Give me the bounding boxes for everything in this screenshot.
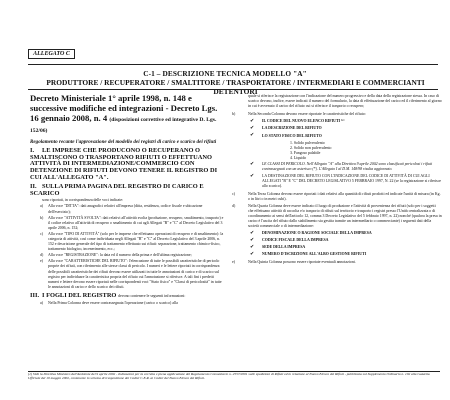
check-item: ✔ LO STATO FISICO DEL RIFIUTO xyxy=(250,133,322,139)
check-icon: ✔ xyxy=(250,118,255,124)
continuation-text: quale si riferisce la registrazione con l'indicazione del numero progressivo e della data della registrazione stessa. In caso di scarico devono, inoltre, essere indicati il numero del formulario, la data di effettuazione del carico ed il riferimento al giorno in cui è avvenuto il carico del rifiuto cui si riferisce il trasporto o recupero; xyxy=(248,94,442,109)
check-item: ✔ LA DESCRIZIONE DEL RIFIUTO xyxy=(250,125,322,131)
check-item: ✔ LE CLASSI DI PERICOLO. Nell'Allegato "A" alla Direttiva 9 aprile 2002 sono classificati pericolosi i rifiuti contrassegnati con un asterisco (*). L'Allegato I al D.M. 148/98 risulta aggiornato. xyxy=(250,161,433,172)
check-icon: ✔ xyxy=(250,230,255,236)
list-item-e: e) Nella Quinta Colonna possono essere riportate eventuali annotazioni. xyxy=(232,259,356,264)
list-item-b: b) Nella Seconda Colonna devono essere riportate le caratteristiche del rifiuto: xyxy=(232,112,366,117)
check-icon: ✔ xyxy=(250,173,255,179)
title-rule xyxy=(28,89,438,90)
section-subtitle: PRODUTTORE / RECUPERATORE / SMALTITORE / TRASPORTATORE / INTERMEDIARI E COMMERCIANTI DETENTORI xyxy=(46,78,425,96)
section-ii: II. SULLA PRIMA PAGINA DEL REGISTRO DI CARICO E SCARICO xyxy=(30,183,204,197)
left-column xyxy=(30,94,225,307)
top-rule xyxy=(28,64,438,65)
section-i: I. LE IMPRESE CHE PRODUCONO O RECUPERANO O SMALTISCONO O TRASPORTANO RIFIUTI O EFFETTUANO ATTIVITÀ DI INTERMEDIAZIONE/COMMERCIO CON DETENZIONE DI RIFIUTI DEVONO TENERE IL REGISTRO DI CUI ALL'ALLEGATO "A". xyxy=(30,147,218,181)
stato-list: 1. Solido pulverulento 2. Solido non pulverulento 3. Fangoso palabile 4. Liquido xyxy=(290,140,332,160)
list-item-c: c) Nella Terza Colonna devono essere riportati i dati relativi alla quantità di rifiuti prodotti ed indicate l'unità di misura (in Kg. o in litri o in metri cubi). xyxy=(232,191,441,201)
check-icon: ✔ xyxy=(250,251,255,257)
check-item: ✔ LA DESTINAZIONE DEL RIFIUTO CON L'INDICAZIONE DEL CODICE DI ATTIVITÀ DI CUI AGLI ALLEGATI "B" E "C" DEL DECRETO LEGISLATIVO 5 FEBBRAIO 1997, N. 22 (se la registrazione si riferisce allo scarico). xyxy=(250,173,442,189)
footnote: (1) Vedi la Direttiva Ministero dell'Ambiente del 9 aprile 2002 - Indicazioni per la corretta e piena applicazione del Regolamento Comunitario n. 2557/2001 sulle spedizioni di Rifiuti ed in relazione al Nuovo Elenco dei Rifiuti - pubblicata sul Supplemento Ordinario n. 102 alla Gazzetta Ufficiale del 10 maggio 2002, contenente lo schema di trasposizione dei Codici C.E.R. ai Codici del Nuovo Elenco dei Rifiuti. xyxy=(28,372,430,381)
check-icon: ✔ xyxy=(250,125,255,131)
list-item: c) Alla voce "TIPO DI ATTIVITÀ" (solo per le imprese che effettuano operazioni di recupero e di smaltimento): la categoria di attività, così come individuata negli Allegati "B" e "C" al Decreto Legislativo del 3 aprile 2006, n. 152 e descrizione generale del tipo di trattamento effettuato sui rifiuti: separazione, trattamento chimico-fisico, trattamento biologico, incenerimento, ecc.; xyxy=(40,231,224,252)
list-item: b) Alla voce "ATTIVITÀ SVOLTA": dati relativi all'attività svolta (produzione, recupero, smaltimento, trasporto) e il codice relativo all'attività di recupero o smaltimento di cui agli Allegati "B" e "C" al Decreto Legislativo del 3 aprile 2006, n. 152; xyxy=(40,215,224,230)
section-iii: III. I FOGLI DEL REGISTRO devono contenere le seguenti informazioni: xyxy=(30,291,186,299)
check-icon: ✔ xyxy=(250,133,255,139)
check-icon: ✔ xyxy=(250,244,255,250)
check-icon: ✔ xyxy=(250,161,255,167)
check-item: ✔ DENOMINAZIONE O RAGIONE SOCIALE DELLA IMPRESA xyxy=(250,230,372,236)
section-ii-intro: sono riportati, in corrispondenza delle voci indicate: xyxy=(42,198,124,203)
allegato-label: ALLEGATO C xyxy=(28,49,75,59)
list-item: a) Nella Prima Colonna deve essere contrassegnata l'operazione (carico o scarico) alla xyxy=(40,300,178,305)
check-item: ✔ IL CODICE DEL NUOVO ELENCO RIFIUTI ⁽¹⁾ xyxy=(250,118,345,124)
check-item: ✔ SEDE DELLA IMPRESA xyxy=(250,244,306,250)
list-item: a) Alla voce "DITTA": dati anagrafici relativi all'impresa (ditta, residenza, codice fiscale e ubicazione dell'esercizio); xyxy=(40,204,203,214)
list-item: d) Alla voce "REGISTRAZIONE": la data ed il numero della prima e dell'ultima registrazione; xyxy=(40,253,192,258)
regolamento-subtitle: Regolamento recante l'approvazione del modello dei registri di carico e scarico dei rifiuti xyxy=(30,139,217,146)
list-item: e) Alla voce "CARATTERISTICHE DEL RIFIUTO": l'elencazione di tutte le possibili caratteristiche di pericolo proprie dei rifiuti, con riferimento alle stesse classi di pericolo. I numeri e le lettere riportati in corrispondenza delle possibili caratteristiche dei rifiuti devono essere utilizzati in tutte le annotazioni di carico e di scarico sul registro per individuare la caratteristica propria del rifiuto cui l'annotazione si riferisce. A tali fini i predetti numeri e lettere devono essere riportati nelle corrispondenti voci "Stato fisico" e "Classi di pericolosità" in tutte le annotazioni di carico e dello scarico dei rifiuti. xyxy=(40,259,222,289)
check-item: ✔ NUMERO D'ISCRIZIONE ALL'ALBO GESTIONE RIFIUTI xyxy=(250,251,367,257)
right-column xyxy=(232,94,442,267)
section-title: C-1 – DESCRIZIONE TECNICA MODELLO "A" xyxy=(143,69,307,78)
check-icon: ✔ xyxy=(250,237,255,243)
check-item: ✔ CODICE FISCALE DELLA IMPRESA xyxy=(250,237,329,243)
list-item-d: d) Nella Quarta Colonna deve essere indicato il luogo di produzione e l'attività di provenienza dei rifiuti (solo per i soggetti che effettuano attività di raccolta e/o trasporto di rifiuti sul territorio e trasporto i registri presso l'Unità centralizzata o di coordinamento ai sensi dell'articolo 12, comma 3 Decreto Legislativo del 5 febbraio 1997, n. 22) nonché (qualora la presa in carico è l'uscita del rifiuto dallo stabilimento sia gestita tramite un intermediario o commerciante) i seguenti dati della società commerciale o di intermediazione: xyxy=(232,203,442,229)
decree-heading: Decreto Ministeriale 1° aprile 1998, n. 148 e successive modifiche ed integrazioni - Decreto Lgs. 16 gennaio 2008, n. 4 (disposizioni correttive ed integrative D. Lgs. 152/06) xyxy=(30,93,218,135)
